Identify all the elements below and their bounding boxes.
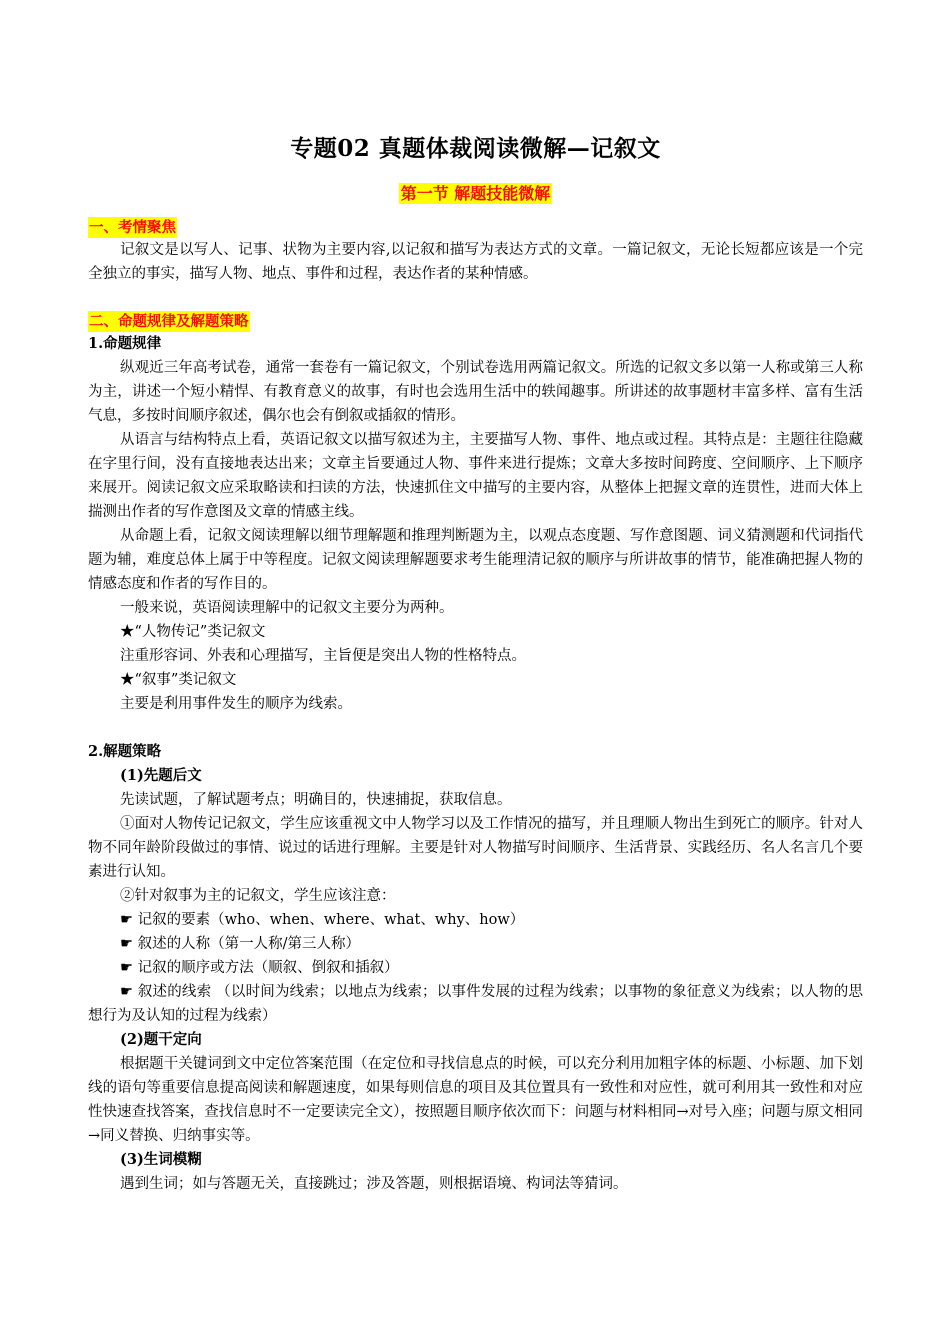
paragraph-strategy-1b: ②针对叙事为主的记叙文，学生应该注意： <box>120 888 396 904</box>
type-biography: ★“人物传记”类记叙文 <box>120 624 266 640</box>
bullet-elements: ☛ 记叙的要素（who、when、where、what、why、how） <box>120 912 525 928</box>
bullet-clue: ☛ 叙述的线索 （以时间为线索；以地点为线索；以事件发展的过程为线索；以事物的象征意义为线索；以人物的思想行为及认知的过程为线索） <box>88 984 863 1024</box>
document-body <box>88 130 863 1196</box>
spacer <box>88 716 863 740</box>
paragraph-guilv-4: 一般来说，英语阅读理解中的记叙文主要分为两种。 <box>120 600 454 616</box>
bullet-order: ☛ 记叙的顺序或方法（顺叙、倒叙和插叙） <box>120 960 399 976</box>
heading-mingti: 二、命题规律及解题策略 <box>89 313 249 330</box>
type-narrative: ★“叙事”类记叙文 <box>120 672 237 688</box>
paragraph-guilv-3: 从命题上看，记叙文阅读理解以细节理解题和推理判断题为主，以观点态度题、写作意图题、词义猜测题和代词指代题为辅，难度总体上属于中等程度。记叙文阅读理解题要求考生能理清记叙的顺序与所讲故事的情节，能准确把握人物的情感态度和作者的写作目的。 <box>88 528 863 592</box>
heading-mingti-row <box>88 310 863 332</box>
paragraph-strategy-2: 根据题干关键词到文中定位答案范围（在定位和寻找信息点的时候，可以充分利用加粗字体的标题、小标题、加下划线的语句等重要信息提高阅读和解题速度，如果每则信息的项目及其位置具有一致性和对应性，就可利用其一致性和对应性快速查找答案，查找信息时不一定要读完全文），按照题目顺序依次而下：问题与材料相同→对号入座；问题与原文相同→同义替换、归纳事实等。 <box>88 1056 863 1144</box>
paragraph-kaoqing: 记叙文是以写人、记事、状物为主要内容,以记叙和描写为表达方式的文章。一篇记叙文，无论长短都应该是一个完全独立的事实，描写人物、地点、事件和过程，表达作者的某种情感。 <box>88 242 863 282</box>
heading-kaoqing-row <box>88 216 863 238</box>
paragraph-strategy-1a: ①面对人物传记记叙文，学生应该重视文中人物学习以及工作情况的描写，并且理顺人物出生到死亡的顺序。针对人物不同年龄阶段做过的事情、说过的话进行理解。主要是针对人物描写时间顺序、生活背景、实践经历、名人名言几个要素进行认知。 <box>88 816 863 880</box>
type-narrative-desc: 主要是利用事件发生的顺序为线索。 <box>120 696 352 712</box>
paragraph-guilv-1: 纵观近三年高考试卷，通常一套卷有一篇记叙文，个别试卷选用两篇记叙文。所选的记叙文多以第一人称或第三人称为主，讲述一个短小精悍、有教育意义的故事，有时也会选用生活中的轶闻趣事。所讲述的故事题材丰富多样、富有生活气息，多按时间顺序叙述，偶尔也会有倒叙或插叙的情形。 <box>88 360 863 424</box>
heading-kaoqing: 一、考情聚焦 <box>89 219 176 236</box>
heading-strategy-3: (3)生词模糊 <box>120 1151 202 1168</box>
section-heading: 第一节 解题技能微解 <box>400 184 551 203</box>
heading-strategy-2: (2)题干定向 <box>120 1031 202 1048</box>
heading-guilv: 1.命题规律 <box>88 335 162 352</box>
spacer <box>88 286 863 310</box>
heading-celue: 2.解题策略 <box>88 743 162 760</box>
paragraph-guilv-2: 从语言与结构特点上看，英语记叙文以描写叙述为主，主要描写人物、事件、地点或过程。其特点是：主题往往隐藏在字里行间，没有直接地表达出来；文章主旨要通过人物、事件来进行提炼；文章大多按时间跨度、空间顺序、上下顺序来展开。阅读记叙文应采取略读和扫读的方法，快速抓住文中描写的主要内容，从整体上把握文章的连贯性，进而大体上揣测出作者的写作意图及文章的情感主线。 <box>88 432 863 520</box>
paragraph-strategy-1: 先读试题，了解试题考点；明确目的，快速捕捉，获取信息。 <box>120 792 512 808</box>
paragraph-strategy-3: 遇到生词；如与答题无关，直接跳过；涉及答题，则根据语境、构词法等猜词。 <box>120 1176 628 1192</box>
page-title: 专题02 真题体裁阅读微解—记叙文 <box>290 135 661 162</box>
heading-strategy-1: (1)先题后文 <box>120 767 202 784</box>
bullet-person: ☛ 叙述的人称（第一人称/第三人称） <box>120 936 360 952</box>
type-biography-desc: 注重形容词、外表和心理描写，主旨便是突出人物的性格特点。 <box>120 648 526 664</box>
section-heading-wrap <box>88 181 863 204</box>
